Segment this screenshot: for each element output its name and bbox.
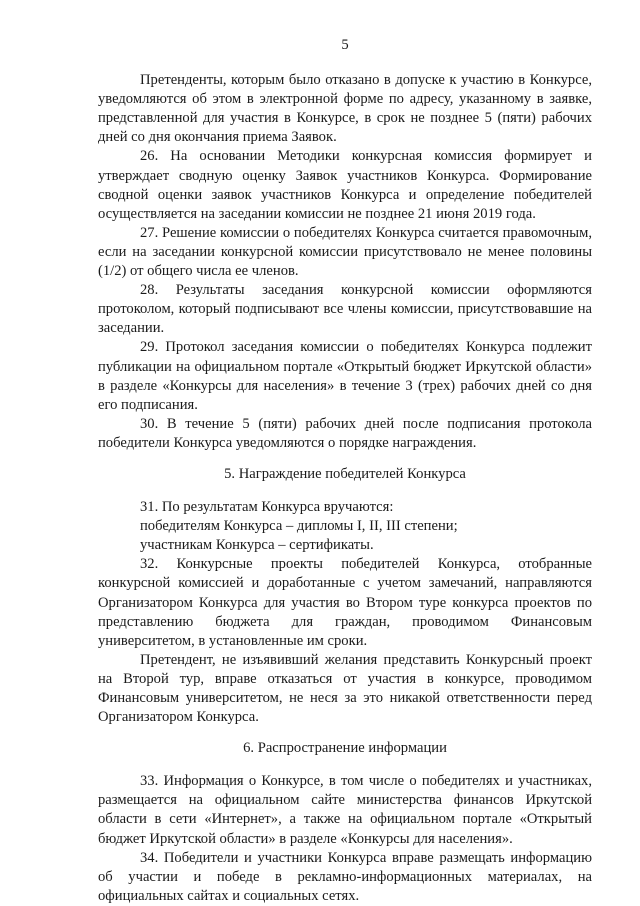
page-number: 5 bbox=[341, 37, 349, 53]
paragraph-26: 26. На основании Методики конкурсная комиссия формирует и утверждает сводную оценку Заявок участников Конкурса. Формирование сводной оценки заявок участников Конкурса и определение победителей осуществляется на заседании комиссии не позднее 21 июня 2019 года. bbox=[98, 148, 592, 222]
paragraph-34: 34. Победители и участники Конкурса вправе размещать информацию об участии и победе в рекламно-информационных материалах, на официальных сайтах и социальных сетях. bbox=[98, 849, 592, 904]
paragraph-rejection-notice: Претенденты, которым было отказано в допуске к участию в Конкурсе, уведомляются об этом в электронной форме по адресу, указанному в заявке, представленной для участия в Конкурсе, в срок не позднее 5 (пяти) рабочих дней со дня окончания приема Заявок. bbox=[98, 72, 592, 146]
paragraph-29: 29. Протокол заседания комиссии о победителях Конкурса подлежит публикации на официальном портале «Открытый бюджет Иркутской области» в разделе «Конкурсы для населения» в течение 3 (трех) рабочих дней со дня его подписания. bbox=[98, 339, 592, 413]
award-participants-line: участникам Конкурса – сертификаты. bbox=[140, 537, 374, 554]
paragraph-32: 32. Конкурсные проекты победителей Конкурса, отобранные конкурсной комиссией и доработанные с учетом замечаний, направляются Организатором Конкурса для участия во Втором туре конкурса проектов по представлению бюджета для граждан, проводимом Финансовым университетом, в установленные им сроки. bbox=[98, 556, 592, 649]
document-page bbox=[98, 36, 592, 906]
paragraph-33: 33. Информация о Конкурсе, в том числе о победителях и участниках, размещается на официальном сайте министерства финансов Иркутской области в сети «Интернет», а также на официальном портале «Открытый бюджет Иркутской области» в разделе «Конкурсы для населения». bbox=[98, 773, 592, 847]
paragraph-31: 31. По результатам Конкурса вручаются: bbox=[140, 499, 394, 516]
paragraph-refusal: Претендент, не изъявивший желания представить Конкурсный проект на Второй тур, вправе отказаться от участия в конкурсе, проводимом Финансовым университетом, не неся за это никакой ответственности перед Организатором Конкурса. bbox=[98, 651, 592, 726]
award-winners-line: победителям Конкурса – дипломы I, II, III степени; bbox=[140, 518, 458, 535]
paragraph-30: 30. В течение 5 (пяти) рабочих дней после подписания протокола победители Конкурса уведомляются о порядке награждения. bbox=[98, 415, 592, 451]
paragraph-28: 28. Результаты заседания конкурсной комиссии оформляются протоколом, который подписывают все члены комиссии, присутствовавшие на заседании. bbox=[98, 282, 592, 337]
section-6-heading: 6. Распространение информации bbox=[243, 740, 447, 757]
section-5-heading: 5. Награждение победителей Конкурса bbox=[224, 465, 466, 482]
paragraph-27: 27. Решение комиссии о победителях Конкурса считается правомочным, если на заседании конкурсной комиссии присутствовало не менее половины (1/2) от общего числа ее членов. bbox=[98, 224, 592, 280]
